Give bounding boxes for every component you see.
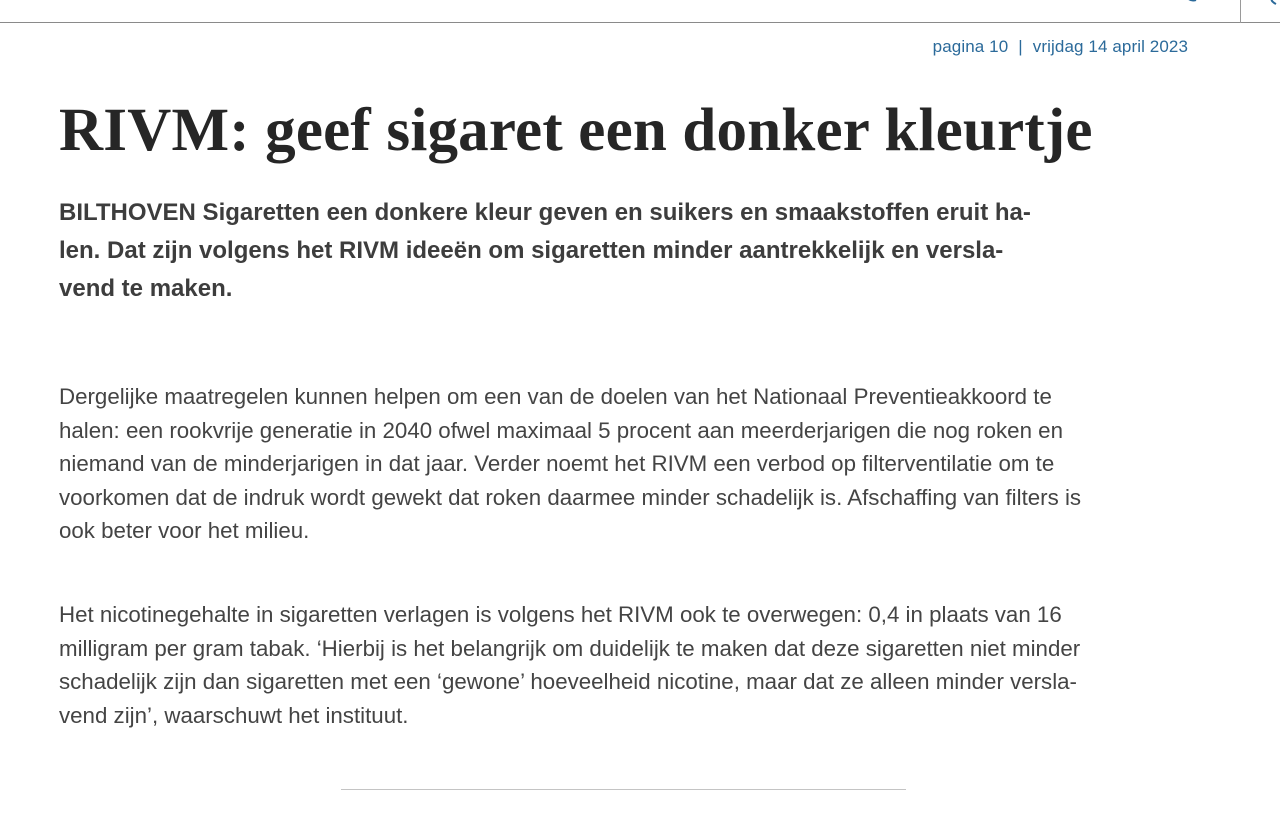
body-paragraph-2 (59, 598, 1199, 732)
article-headline: RIVM: geef sigaret een donker kleurtje (59, 97, 1093, 164)
article-end-divider (341, 789, 906, 790)
lead-line: vend te maken. (59, 275, 233, 302)
paragraph-line: Dergelijke maatregelen kunnen helpen om een van de doelen van het Nationaal Preventieakkoord te (59, 384, 1052, 409)
paragraph-line: ook beter voor het milieu. (59, 518, 310, 544)
paragraph-line: niemand van de minderjarigen in dat jaar. Verder noemt het RIVM een verbod op filterventilatie om te (59, 451, 1055, 477)
paragraph-line: voorkomen dat de indruk wordt gewekt dat roken daarmee minder schadelijk is. Afschaffing van filters is (59, 484, 1082, 510)
back-icon[interactable] (1254, 0, 1280, 8)
page-meta (933, 37, 1188, 57)
paragraph-line: Het nicotinegehalte in sigaretten verlagen is volgens het RIVM ook te overwegen: 0,4 in plaats van 16 (59, 602, 1062, 627)
meta-separator: | (1018, 37, 1023, 56)
article-lead (59, 194, 1189, 308)
page-number: pagina 10 (932, 37, 1009, 56)
body-paragraph-1 (59, 380, 1199, 548)
audio-icon[interactable] (1182, 0, 1210, 8)
lead-line: len. Dat zijn volgens het RIVM ideeën om sigaretten minder aantrekkelijk en versla- (59, 237, 1004, 264)
paragraph-line: vend zijn’, waarschuwt het instituut. (59, 702, 409, 728)
publication-date: vrijdag 14 april 2023 (1032, 37, 1188, 56)
paragraph-line: schadelijk zijn dan sigaretten met een ‘gewone’ hoeveelheid nicotine, maar dat ze alleen minder versla- (59, 669, 1077, 695)
paragraph-line: milligram per gram tabak. ‘Hierbij is het belangrijk om duidelijk te maken dat deze sigaretten niet minder (59, 635, 1081, 661)
toolbar-divider (1240, 0, 1241, 23)
top-toolbar (0, 0, 1280, 23)
paragraph-line: halen: een rookvrije generatie in 2040 ofwel maximaal 5 procent aan meerderjarigen die nog roken en (59, 417, 1063, 443)
lead-line: BILTHOVEN Sigaretten een donkere kleur geven en suikers en smaakstoffen eruit ha- (59, 199, 1031, 226)
